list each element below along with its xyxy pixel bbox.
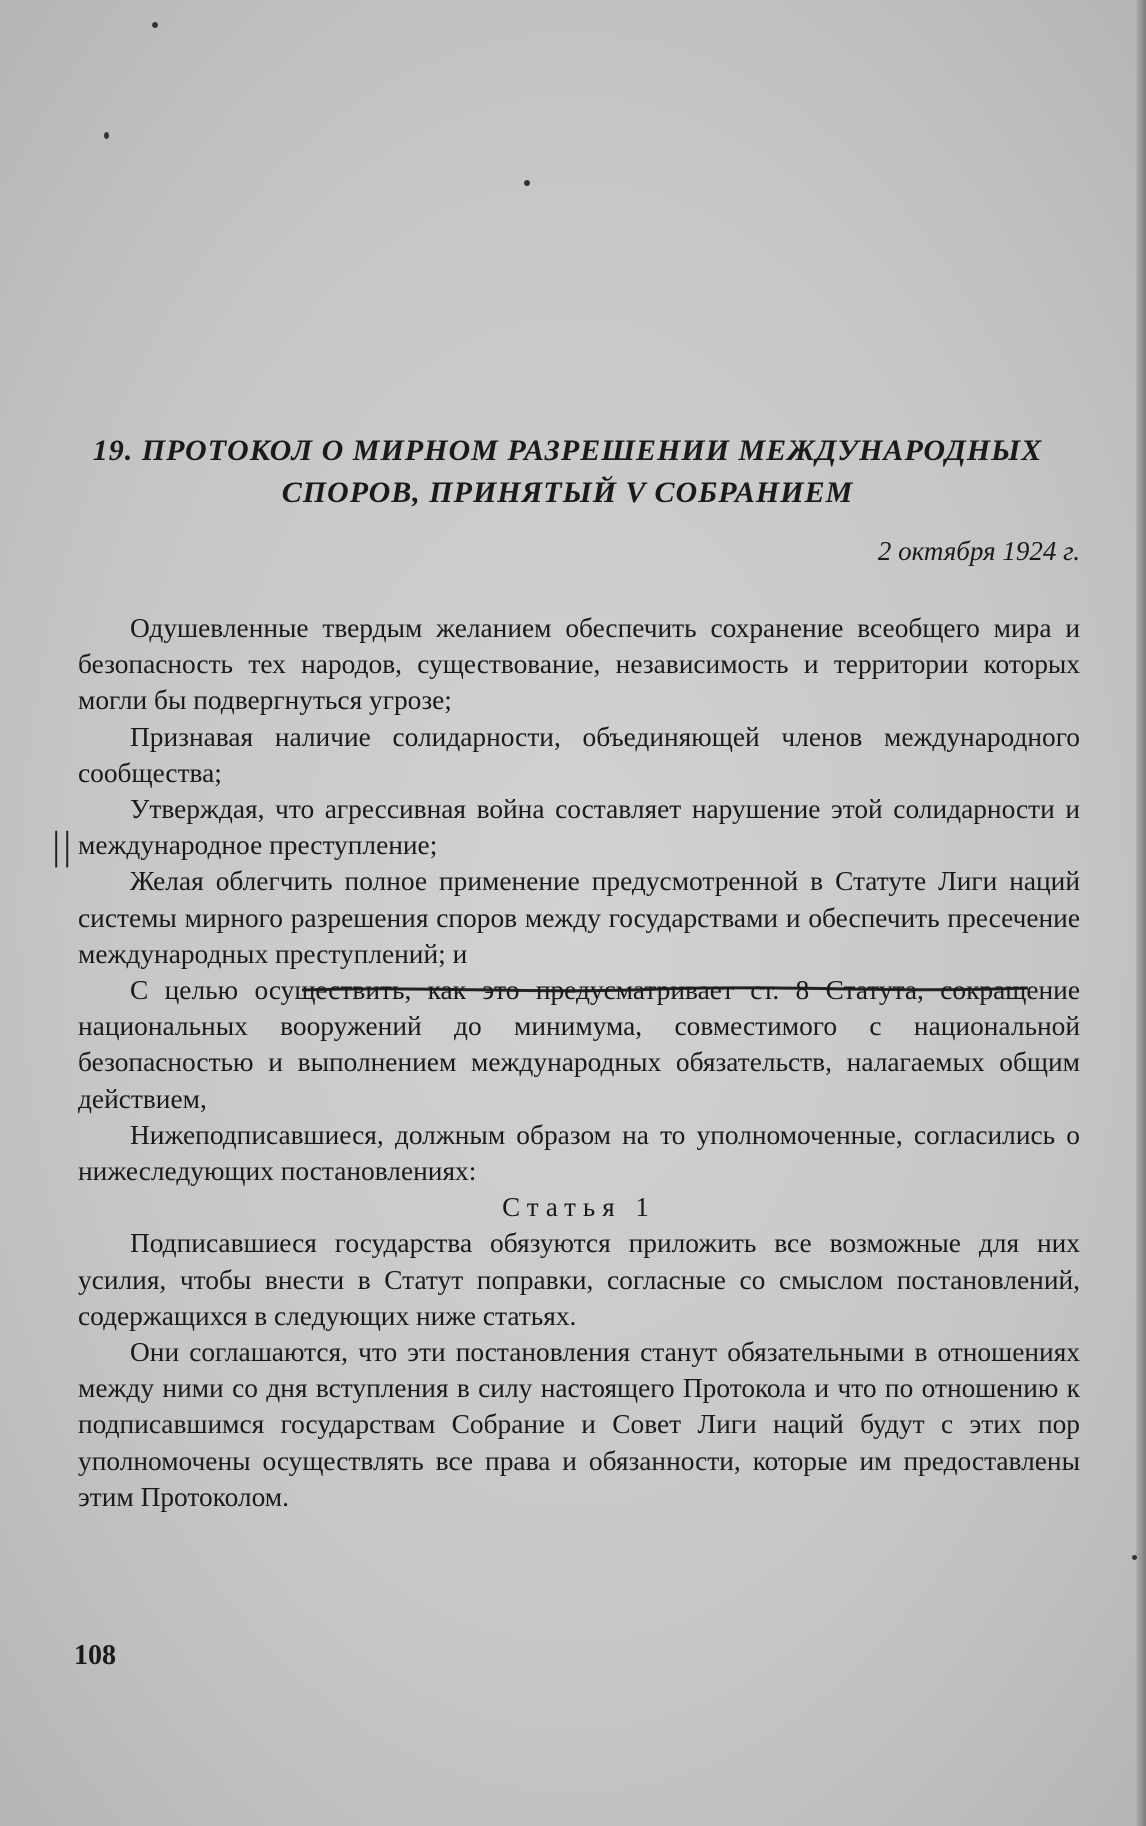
page-edge-shadow (1136, 0, 1146, 1826)
preamble-paragraph-6: Нижеподписавшиеся, должным образом на то уполномоченные, согласились о нижеследующих постановлениях: (78, 1119, 1080, 1187)
article-1-paragraph-2: Они соглашаются, что эти постановления станут обязательными в отношениях между ними со дня вступления в силу настоящего Протокола и что по отношению к подписавшимся государствам Собрание и Совет Лиги наций будут с этих пор уполномочены осуществлять все права и обязанности, которые им предоставлены этим Протоколом. (78, 1337, 1080, 1512)
preamble-paragraph-5: С целью осуществить, как это предусматривает ст. 8 Статута, сокращение национальных вооружений до минимума, совместимого с национальной безопасностью и выполнением международных обязательств, налагаемых общим действием, (78, 975, 1080, 1114)
margin-handwritten-mark: || (50, 823, 72, 868)
page-number: 108 (74, 1640, 116, 1671)
preamble-paragraph-2: Признавая наличие солидарности, объединяющей членов международного сообщества; (78, 721, 1080, 788)
article-1-paragraph-1: Подписавшиеся государства обязуются приложить все возможные для них усилия, чтобы внести в Статут поправки, согласные со смыслом постановлений, содержащихся в следующих ниже статьях. (78, 1228, 1080, 1331)
print-speck (524, 180, 530, 186)
print-speck (152, 22, 158, 28)
print-speck (104, 132, 109, 139)
preamble-paragraph-1: Одушевленные твердым желанием обеспечить сохранение всеобщего мира и безопасность тех народов, существование, независимость и территории которых могли бы подвергнуться угрозе; (78, 613, 1080, 716)
preamble-paragraph-4: Желая облегчить полное применение предусмотренной в Статуте Лиги наций системы мирного разрешения споров между государствами и обеспечить пресечение международных преступлений; и (78, 866, 1080, 969)
document-body (78, 610, 1080, 1515)
document-title (60, 430, 1075, 514)
title-line-1: 19. ПРОТОКОЛ О МИРНОМ РАЗРЕШЕНИИ МЕЖДУНАРОДНЫХ (92, 434, 1043, 467)
document-date: 2 октября 1924 г. (877, 536, 1080, 566)
title-line-2: СПОРОВ, ПРИНЯТЫЙ V СОБРАНИЕМ (281, 476, 854, 509)
print-speck (1132, 1555, 1137, 1560)
article-1-heading: Статья 1 (502, 1192, 656, 1223)
preamble-paragraph-3: Утверждая, что агрессивная война составляет нарушение этой солидарности и международное преступление; (78, 794, 1080, 861)
